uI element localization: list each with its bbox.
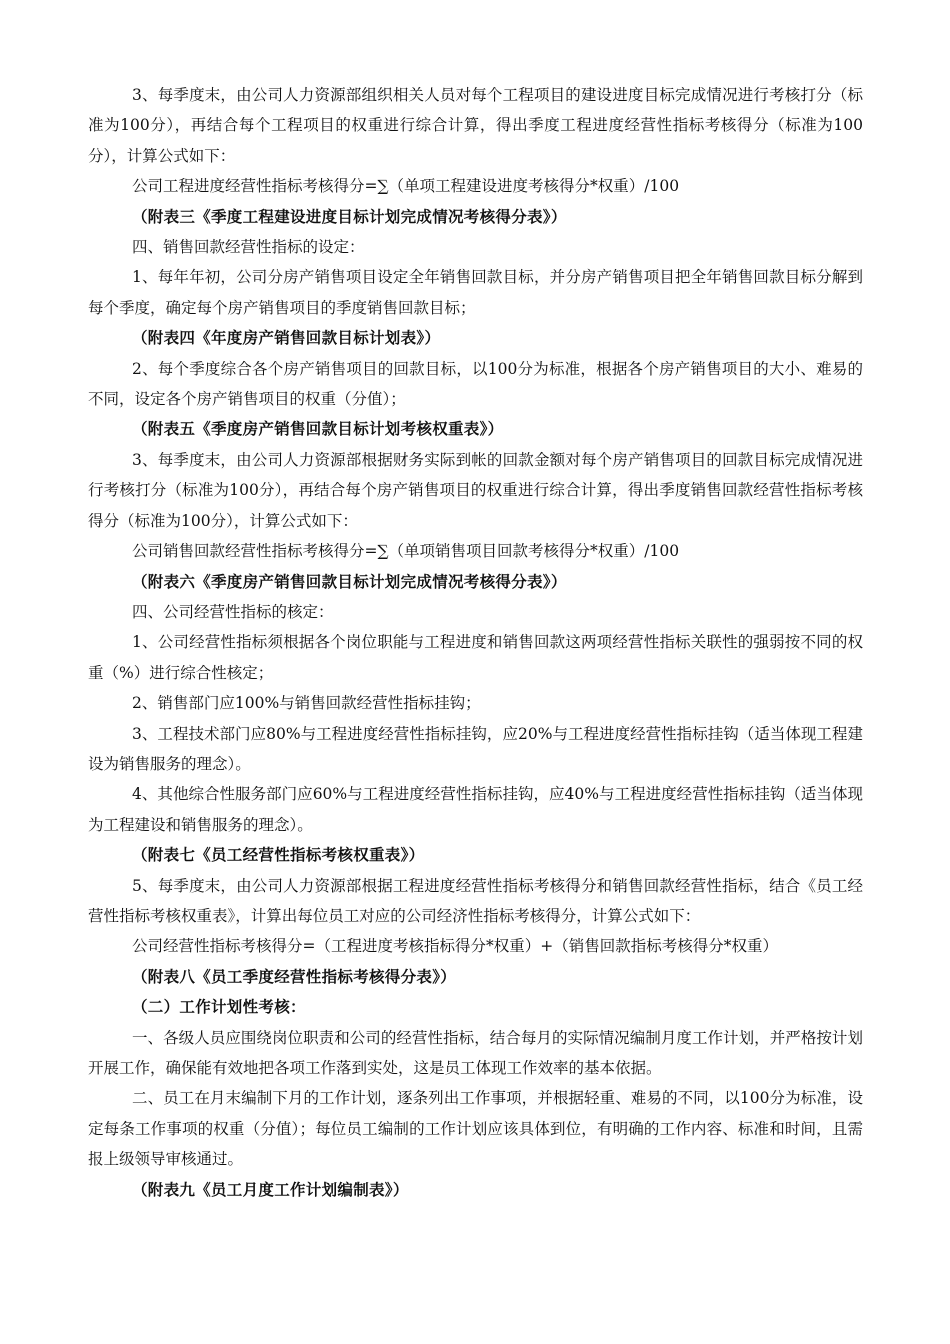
formula-line: 公司经营性指标考核得分=（工程进度考核指标得分*权重）+（销售回款指标考核得分*权重） [132,937,778,956]
formula-line: 公司销售回款经营性指标考核得分=∑（单项销售项目回款考核得分*权重）/100 [132,542,680,561]
paragraph: 5、每季度末，由公司人力资源部根据工程进度经营性指标考核得分和销售回款经营性指标，结合《员工经营性指标考核权重表》，计算出每位员工对应的公司经济性指标考核得分，计算公式如下： [88,876,863,925]
paragraph: 3、工程技术部门应80%与工程进度经营性指标挂钩，应20%与工程进度经营性指标挂钩（适当体现工程建设为销售服务的理念）。 [88,724,863,773]
paragraph: 一、各级人员应围绕岗位职责和公司的经营性指标，结合每月的实际情况编制月度工作计划，并严格按计划开展工作，确保能有效地把各项工作落到实处，这是员工体现工作效率的基本依据。 [88,1028,863,1077]
subsection-heading: （二）工作计划性考核： [132,998,306,1017]
paragraph: 2、每个季度综合各个房产销售项目的回款目标，以100分为标准，根据各个房产销售项目的大小、难易的不同，设定各个房产销售项目的权重（分值）； [88,359,863,409]
appendix-reference: （附表三《季度工程建设进度目标计划完成情况考核得分表》） [132,207,567,226]
paragraph: 1、每年年初，公司分房产销售项目设定全年销售回款目标，并分房产销售项目把全年销售回款目标分解到每个季度，确定每个房产销售项目的季度销售回款目标； [88,268,863,317]
paragraph: 3、每季度末，由公司人力资源部根据财务实际到帐的回款金额对每个房产销售项目的回款目标完成情况进行考核打分（标准为100分），再结合每个房产销售项目的权重进行综合计算，得出季度销售回款经营性指标考核得分（标准为100分），计算公式如下： [88,450,863,530]
appendix-reference: （附表七《员工经营性指标考核权重表》） [132,846,425,865]
paragraph: 二、员工在月末编制下月的工作计划，逐条列出工作事项，并根据轻重、难易的不同，以100分为标准，设定每条工作事项的权重（分值）；每位员工编制的工作计划应该具体到位，有明确的工作内容、标准和时间，且需报上级领导审核通过。 [88,1089,863,1169]
appendix-reference: （附表九《员工月度工作计划编制表》） [132,1180,409,1199]
paragraph: 4、其他综合性服务部门应60%与工程进度经营性指标挂钩，应40%与工程进度经营性指标挂钩（适当体现为工程建设和销售服务的理念）。 [88,785,863,834]
appendix-reference: （附表五《季度房产销售回款目标计划考核权重表》） [132,420,504,439]
paragraph: 3、每季度末，由公司人力资源部组织相关人员对每个工程项目的建设进度目标完成情况进行考核打分（标准为100分），再结合每个工程项目的权重进行综合计算，得出季度工程进度经营性指标考核得分（标准为100分），计算公式如下： [88,86,863,165]
document-page [88,80,863,1205]
appendix-reference: （附表八《员工季度经营性指标考核得分表》） [132,967,457,986]
section-heading: 四、公司经营性指标的核定： [132,602,334,621]
appendix-reference: （附表六《季度房产销售回款目标计划完成情况考核得分表》） [132,572,567,591]
formula-line: 公司工程进度经营性指标考核得分=∑（单项工程建设进度考核得分*权重）/100 [132,177,680,196]
appendix-reference: （附表四《年度房产销售回款目标计划表》） [132,329,441,348]
paragraph: 1、公司经营性指标须根据各个岗位职能与工程进度和销售回款这两项经营性指标关联性的强弱按不同的权重（%）进行综合性核定； [88,633,863,682]
section-heading: 四、销售回款经营性指标的设定： [132,238,365,257]
paragraph: 2、销售部门应100%与销售回款经营性指标挂钩； [132,694,481,713]
